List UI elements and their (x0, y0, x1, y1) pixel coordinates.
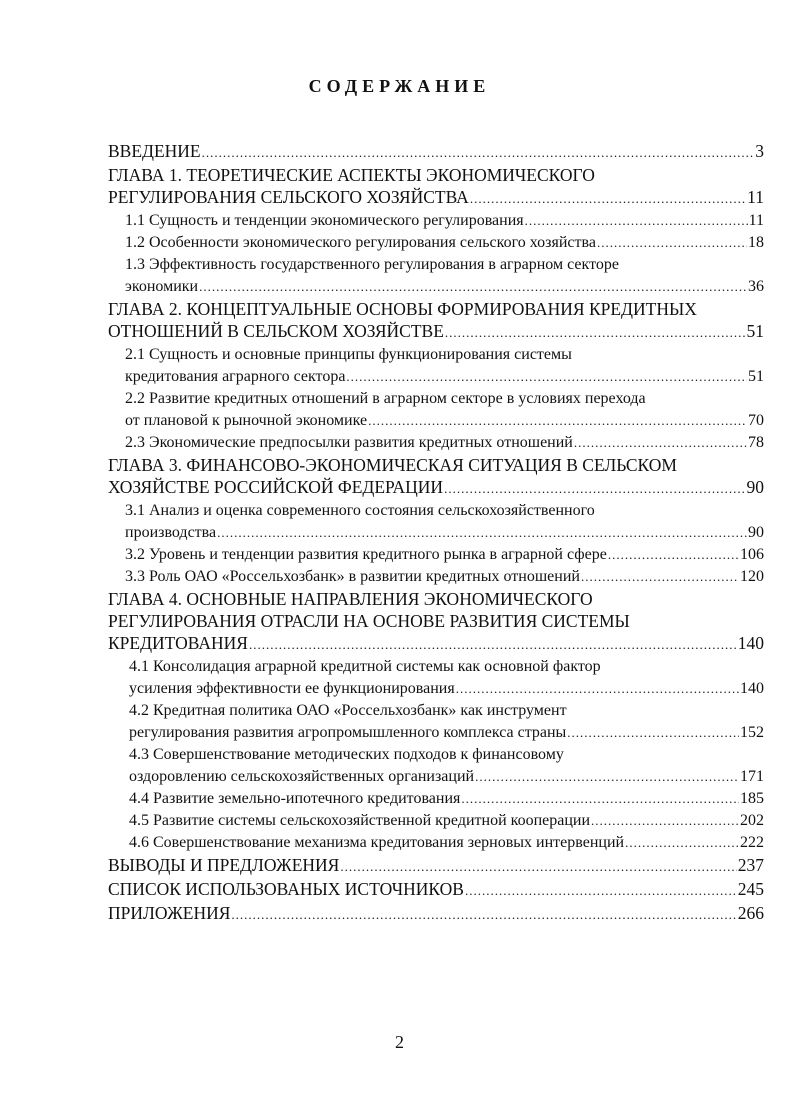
toc-entry-text-line: 4.2 Кредитная политика ОАО «Россельхозбанк» как инструмент (129, 702, 567, 719)
toc-entry-leader-line (129, 810, 764, 832)
toc-entry-title: производства (125, 524, 217, 541)
toc-entry-title: 3.2 Уровень и тенденции развития кредитного рынка в аграрной сфере (125, 546, 607, 563)
dot-leader (217, 522, 747, 544)
toc-chapter-entry[interactable] (108, 854, 764, 878)
toc-entry-title: ПРИЛОЖЕНИЯ (108, 903, 231, 923)
toc-section-entry[interactable] (108, 656, 764, 700)
dot-leader (368, 410, 747, 432)
toc-entry-title: ВЫВОДЫ И ПРЕДЛОЖЕНИЯ (108, 855, 340, 875)
dot-leader (567, 722, 739, 744)
toc-entry-page-number: 90 (748, 524, 764, 541)
toc-entry-page-number: 185 (740, 790, 764, 807)
toc-entry-text-line: 2.1 Сущность и основные принципы функционирования системы (125, 346, 572, 363)
dot-leader (456, 678, 739, 700)
dot-leader (591, 810, 739, 832)
toc-section-entry[interactable] (108, 432, 764, 454)
toc-entry-title: 1.2 Особенности экономического регулирования сельского хозяйства (125, 234, 596, 251)
toc-entry-leader-line (108, 476, 764, 500)
toc-section-entry[interactable] (108, 344, 764, 388)
table-of-contents (108, 140, 764, 926)
toc-entry-page-number: 222 (740, 834, 764, 851)
toc-entry-text-line: 2.2 Развитие кредитных отношений в аграрном секторе в условиях перехода (125, 390, 646, 407)
toc-entry-title: ОТНОШЕНИЙ В СЕЛЬСКОМ ХОЗЯЙСТВЕ (108, 321, 444, 341)
toc-entry-title: ВВЕДЕНИЕ (108, 141, 201, 161)
page-number: 2 (395, 1032, 404, 1052)
toc-entry-text-line: ГЛАВА 1. ТЕОРЕТИЧЕСКИЕ АСПЕКТЫ ЭКОНОМИЧЕСКОГО (108, 165, 595, 185)
toc-entry-title: ХОЗЯЙСТВЕ РОССИЙСКОЙ ФЕДЕРАЦИИ (108, 477, 444, 497)
toc-entry-title: 4.5 Развитие системы сельскохозяйственной кредитной кооперации (129, 812, 591, 829)
toc-entry-leader-line (108, 320, 764, 344)
toc-entry-leader-line (125, 410, 764, 432)
toc-entry-text-line: 1.3 Эффективность государственного регулирования в аграрном секторе (125, 256, 619, 273)
toc-section-entry[interactable] (108, 210, 764, 232)
toc-entry-title: 1.1 Сущность и тенденции экономического регулирования (125, 212, 524, 229)
toc-entry-leader-line (125, 366, 764, 388)
toc-section-entry[interactable] (108, 232, 764, 254)
toc-entry-page-number: 51 (748, 368, 764, 385)
toc-entry-page-number: 152 (740, 724, 764, 741)
toc-chapter-entry[interactable] (108, 878, 764, 902)
toc-entry-page-number: 245 (737, 879, 764, 899)
dot-leader (574, 432, 747, 454)
toc-entry-page-number: 266 (737, 903, 764, 923)
toc-entry-page-number: 18 (748, 234, 764, 251)
toc-chapter-entry[interactable] (108, 164, 764, 210)
toc-entry-leader-line (108, 632, 764, 656)
toc-entry-title: кредитования аграрного сектора (125, 368, 346, 385)
toc-entry-title: СПИСОК ИСПОЛЬЗОВАНЫХ ИСТОЧНИКОВ (108, 879, 464, 899)
toc-entry-title: оздоровлению сельскохозяйственных организаций (129, 768, 475, 785)
toc-entry-leader-line (129, 788, 764, 810)
toc-chapter-entry[interactable] (108, 588, 764, 656)
toc-entry-text-line: РЕГУЛИРОВАНИЯ ОТРАСЛИ НА ОСНОВЕ РАЗВИТИЯ СИСТЕМЫ (108, 611, 630, 631)
toc-entry-leader-line (108, 878, 764, 902)
toc-entry-leader-line (108, 186, 764, 210)
toc-entry-page-number: 3 (755, 141, 764, 161)
toc-entry-leader-line (125, 276, 764, 298)
toc-chapter-entry[interactable] (108, 454, 764, 500)
toc-entry-leader-line (125, 210, 764, 232)
toc-entry-page-number: 36 (748, 278, 764, 295)
toc-entry-title: 2.3 Экономические предпосылки развития кредитных отношений (125, 434, 573, 451)
toc-section-entry[interactable] (108, 810, 764, 832)
dot-leader (470, 188, 746, 210)
toc-entry-leader-line (125, 522, 764, 544)
toc-entry-title: 4.4 Развитие земельно-ипотечного кредитования (129, 790, 461, 807)
toc-entry-page-number: 120 (740, 568, 764, 585)
toc-entry-text-line: 4.3 Совершенствование методических подходов к финансовому (129, 746, 564, 763)
toc-section-entry[interactable] (108, 832, 764, 854)
toc-entry-page-number: 11 (748, 212, 764, 229)
toc-entry-text-line: 4.1 Консолидация аграрной кредитной системы как основной фактор (129, 658, 601, 675)
dot-leader (346, 366, 747, 388)
toc-entry-page-number: 140 (737, 633, 764, 653)
toc-entry-page-number: 51 (746, 321, 764, 341)
toc-entry-leader-line (108, 854, 764, 878)
dot-leader (525, 210, 748, 232)
toc-section-entry[interactable] (108, 788, 764, 810)
toc-entry-page-number: 202 (740, 812, 764, 829)
toc-entry-text-line: ГЛАВА 3. ФИНАНСОВО-ЭКОНОМИЧЕСКАЯ СИТУАЦИЯ В СЕЛЬСКОМ (108, 455, 677, 475)
toc-entry-page-number: 106 (740, 546, 764, 563)
toc-entry-leader-line (125, 232, 764, 254)
dot-leader (202, 142, 755, 164)
dot-leader (581, 566, 739, 588)
toc-entry-text-line: ГЛАВА 4. ОСНОВНЫЕ НАПРАВЛЕНИЯ ЭКОНОМИЧЕСКОГО (108, 589, 593, 609)
toc-section-entry[interactable] (108, 388, 764, 432)
toc-section-entry[interactable] (108, 544, 764, 566)
toc-section-entry[interactable] (108, 254, 764, 298)
toc-chapter-entry[interactable] (108, 140, 764, 164)
dot-leader (231, 904, 736, 926)
dot-leader (249, 634, 737, 656)
toc-entry-leader-line (129, 678, 764, 700)
toc-entry-leader-line (125, 544, 764, 566)
toc-entry-title: РЕГУЛИРОВАНИЯ СЕЛЬСКОГО ХОЗЯЙСТВА (108, 187, 469, 207)
dot-leader (608, 544, 739, 566)
toc-entry-page-number: 171 (740, 768, 764, 785)
dot-leader (340, 856, 736, 878)
toc-entry-leader-line (125, 432, 764, 454)
toc-entry-title: КРЕДИТОВАНИЯ (108, 633, 248, 653)
toc-entry-leader-line (129, 832, 764, 854)
page-title: СОДЕРЖАНИЕ (308, 76, 491, 96)
dot-leader (445, 322, 746, 344)
dot-leader (461, 788, 739, 810)
dot-leader (475, 766, 739, 788)
toc-entry-leader-line (129, 766, 764, 788)
toc-entry-leader-line (125, 566, 764, 588)
toc-entry-text-line: 3.1 Анализ и оценка современного состояния сельскохозяйственного (125, 502, 595, 519)
dot-leader (597, 232, 747, 254)
dot-leader (199, 276, 747, 298)
toc-entry-title: 3.3 Роль ОАО «Россельхозбанк» в развитии кредитных отношений (125, 568, 580, 585)
toc-entry-leader-line (129, 722, 764, 744)
toc-entry-page-number: 70 (748, 412, 764, 429)
toc-chapter-entry[interactable] (108, 298, 764, 344)
toc-entry-page-number: 140 (740, 680, 764, 697)
toc-entry-page-number: 90 (746, 477, 764, 497)
dot-leader (465, 880, 737, 902)
toc-section-entry[interactable] (108, 744, 764, 788)
toc-entry-title: усиления эффективности ее функционирования (129, 680, 455, 697)
toc-entry-leader-line (108, 140, 764, 164)
toc-section-entry[interactable] (108, 700, 764, 744)
toc-entry-page-number: 11 (747, 187, 764, 207)
toc-entry-page-number: 78 (748, 434, 764, 451)
dot-leader (625, 832, 739, 854)
toc-entry-title: от плановой к рыночной экономике (125, 412, 368, 429)
dot-leader (444, 478, 745, 500)
toc-entry-leader-line (108, 902, 764, 926)
toc-entry-page-number: 237 (737, 855, 764, 875)
toc-section-entry[interactable] (108, 566, 764, 588)
toc-entry-text-line: ГЛАВА 2. КОНЦЕПТУАЛЬНЫЕ ОСНОВЫ ФОРМИРОВАНИЯ КРЕДИТНЫХ (108, 299, 697, 319)
toc-entry-title: регулирования развития агропромышленного комплекса страны (129, 724, 567, 741)
toc-chapter-entry[interactable] (108, 902, 764, 926)
toc-entry-title: экономики (125, 278, 199, 295)
toc-section-entry[interactable] (108, 500, 764, 544)
toc-entry-title: 4.6 Совершенствование механизма кредитования зерновых интервенций (129, 834, 625, 851)
